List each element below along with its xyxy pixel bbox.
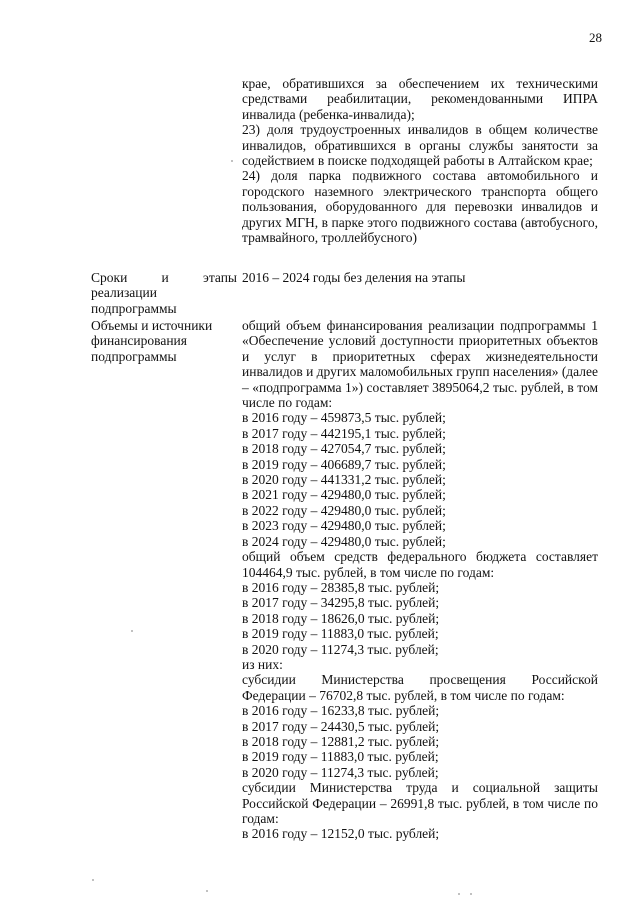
total-year-line: в 2020 году – 441331,2 тыс. рублей; (242, 472, 446, 488)
education-year-line: в 2017 году – 24430,5 тыс. рублей; (242, 718, 440, 734)
terms-value-cell (242, 270, 598, 285)
page-number: 28 (589, 30, 602, 45)
total-year-line: в 2022 году – 429480,0 тыс. рублей; (242, 502, 446, 518)
education-year-line: в 2016 году – 16233,8 тыс. рублей; (242, 703, 440, 719)
scan-speck (206, 890, 208, 892)
total-year-line: в 2019 году – 406689,7 тыс. рублей; (242, 456, 446, 472)
funding-total-intro: общий объем финансирования реализации подпрограммы 1 «Обеспечение условий доступности приоритетных объектов и услуг в приоритетных сферах жизнедеятельности инвалидов и других маломобильных групп населения» (далее – «подпрограмма 1») составляет 3895064,2 тыс. рублей, в том числе по годам: (242, 318, 599, 411)
total-year-line: в 2023 году – 429480,0 тыс. рублей; (242, 518, 446, 534)
labor-year-line: в 2016 году – 12152,0 тыс. рублей; (242, 826, 440, 842)
labor-subsidy-intro: субсидии Министерства труда и социальной защиты Российской Федерации – 26991,8 тыс. рублей, в том числе по годам: (242, 780, 598, 826)
of-them-label: из них: (242, 656, 283, 672)
education-subsidy-intro: субсидии Министерства просвещения Российской Федерации – 76702,8 тыс. рублей, в том числе по годам: (242, 672, 598, 703)
education-year-line: в 2020 году – 11274,3 тыс. рублей; (242, 764, 439, 780)
federal-year-line: в 2016 году – 28385,8 тыс. рублей; (242, 579, 440, 595)
federal-year-line: в 2020 году – 11274,3 тыс. рублей; (242, 641, 439, 657)
total-year-line: в 2017 году – 442195,1 тыс. рублей; (242, 425, 446, 441)
scan-speck (470, 893, 472, 895)
education-year-line: в 2019 году – 11883,0 тыс. рублей; (242, 749, 439, 765)
federal-intro: общий объем средств федерального бюджета составляет 104464,9 тыс. рублей, в том числе по годам: (242, 549, 598, 580)
terms-value: 2016 – 2024 годы без деления на этапы (242, 270, 466, 285)
total-year-line: в 2018 году – 427054,7 тыс. рублей; (242, 441, 446, 457)
terms-label: Сроки и этапы реализации подпрограммы (91, 270, 237, 316)
indicator-paragraph: крае, обратившихся за обеспечением их техническими средствами реабилитации, рекомендованными ИПРА инвалида (ребенка-инвалида); (242, 76, 598, 122)
scan-speck (458, 893, 460, 895)
total-year-line: в 2016 году – 459873,5 тыс. рублей; (242, 410, 446, 426)
education-year-line: в 2018 году – 12881,2 тыс. рублей; (242, 733, 440, 749)
federal-year-line: в 2019 году – 11883,0 тыс. рублей; (242, 626, 439, 642)
funding-value-cell (242, 318, 598, 842)
indicator-paragraph: 24) доля парка подвижного состава автомобильного и городского наземного электрического транспорта общего пользования, оборудованного для перевозки инвалидов и других МГН, в парке этого подвижного состава (автобусного, трамвайного, троллейбусного) (242, 168, 598, 246)
funding-label: Объемы и источники финансирования подпрограммы (91, 318, 213, 364)
federal-year-line: в 2018 году – 18626,0 тыс. рублей; (242, 610, 440, 626)
funding-label-cell (91, 318, 237, 364)
scan-speck (131, 630, 133, 632)
total-year-line: в 2024 году – 429480,0 тыс. рублей; (242, 533, 446, 549)
scan-speck (92, 879, 94, 881)
total-year-line: в 2021 году – 429480,0 тыс. рублей; (242, 487, 446, 503)
indicators-continuation (242, 76, 598, 245)
indicator-paragraph: 23) доля трудоустроенных инвалидов в общем количестве инвалидов, обратившихся в органы службы занятости за содействием в поиске подходящей работы в Алтайском крае; (242, 122, 598, 169)
federal-year-line: в 2017 году – 34295,8 тыс. рублей; (242, 595, 440, 611)
scan-speck (231, 160, 233, 162)
terms-label-cell (91, 270, 237, 316)
